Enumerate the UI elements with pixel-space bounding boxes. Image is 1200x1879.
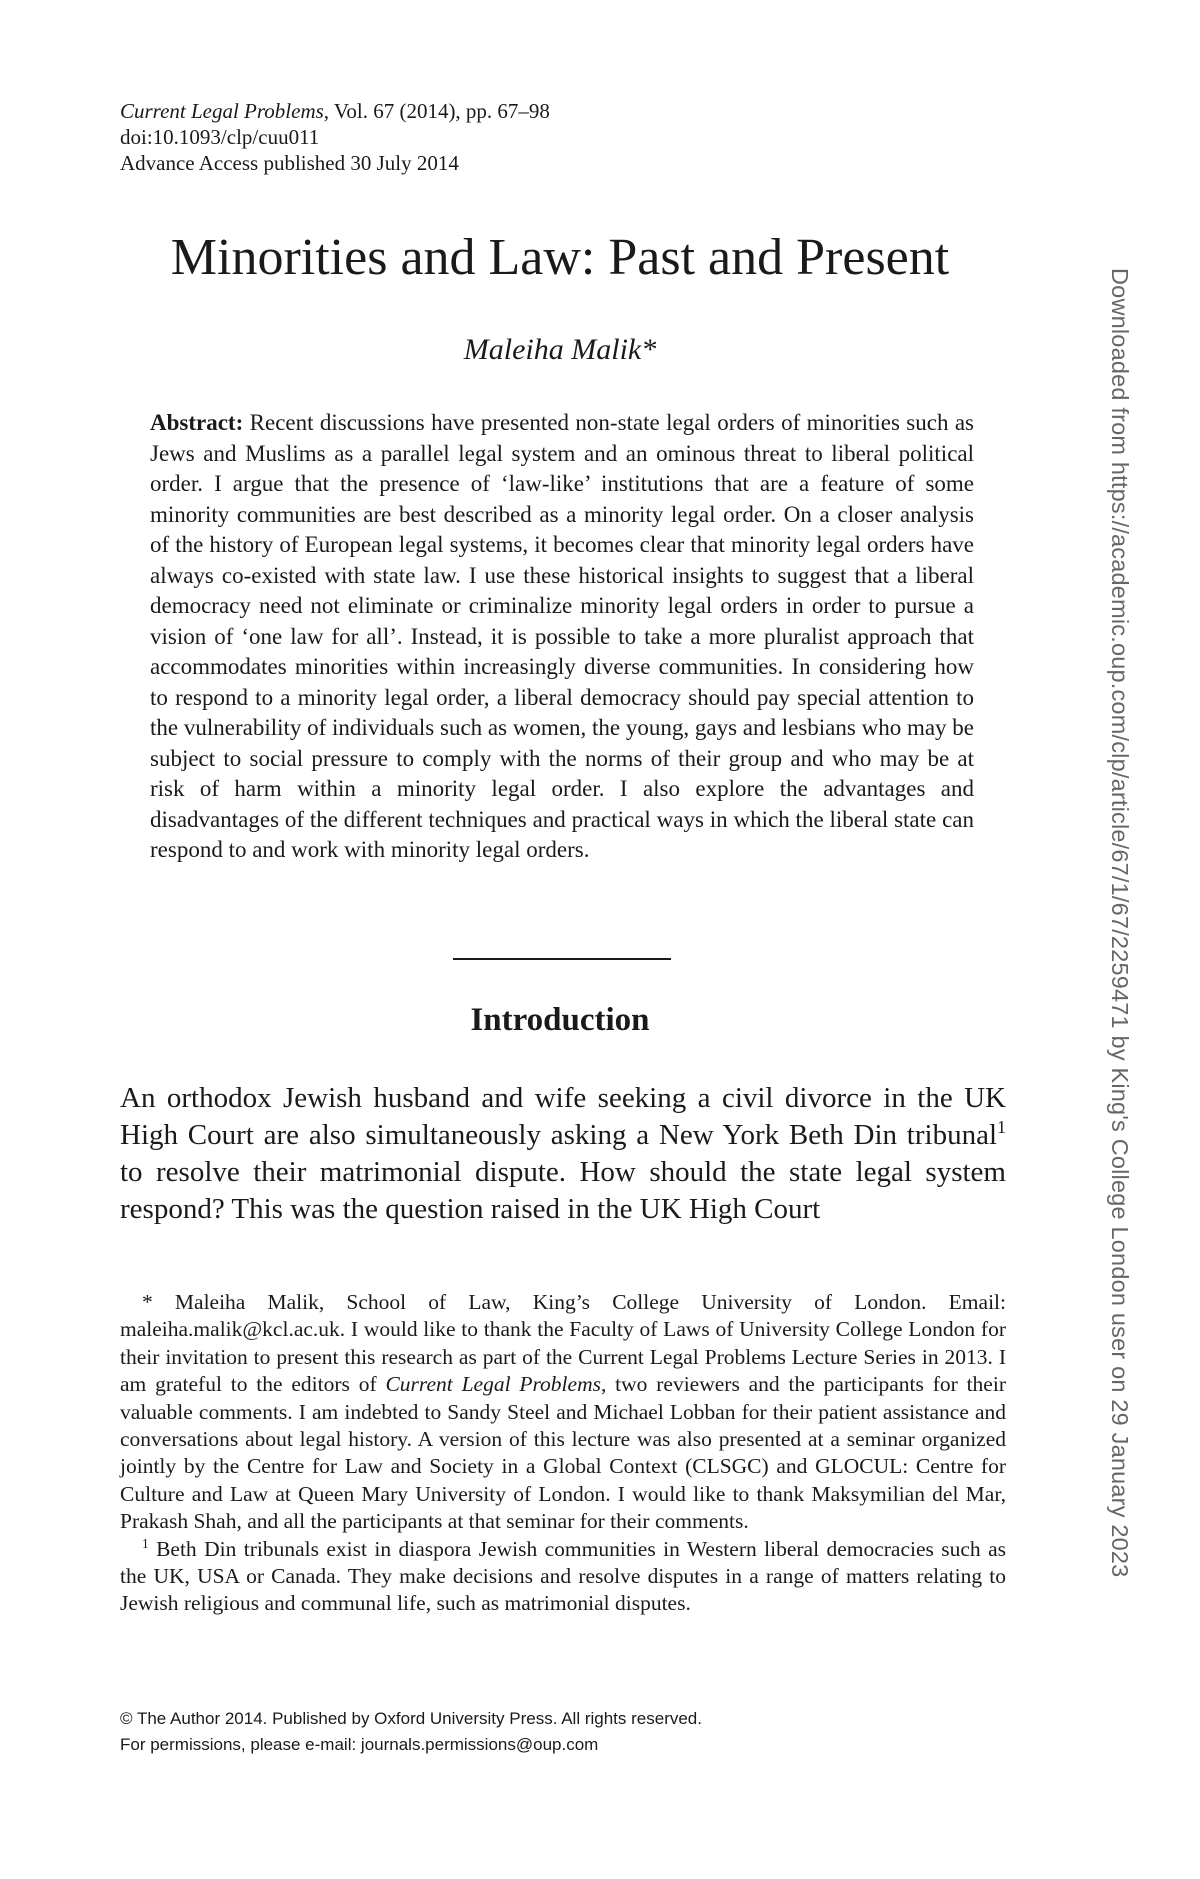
download-watermark: Downloaded from https://academic.oup.com/clp/article/67/1/67/2259471 by King's College London user on 29 January 2023 xyxy=(1107,268,1133,1578)
introduction-heading: Introduction xyxy=(470,1002,650,1038)
doi: doi:10.1093/clp/cuu011 xyxy=(120,125,320,149)
footnote-ref-1[interactable]: 1 xyxy=(997,1117,1006,1138)
journal-citation xyxy=(120,98,550,176)
author-note-part1: * Maleiha Malik, School of Law, King’s College University of London. Email: maleiha.malik@kcl.ac.uk. I would like to thank the Faculty of Laws of University College London for their invitation to present this research as part of the Current Legal Problems Lecture Series in 2013. I am grateful to the editors of xyxy=(120,1290,1006,1397)
access-date: Advance Access published 30 July 2014 xyxy=(120,151,459,175)
copyright-line: © The Author 2014. Published by Oxford University Press. All rights reserved. xyxy=(120,1709,702,1728)
intro-text-end: to resolve their matrimonial dispute. How should the state legal system respond? This was the question raised in the UK High Court xyxy=(120,1156,1006,1225)
footnote-1-text: Beth Din tribunals exist in diaspora Jewish communities in Western liberal democracies such as the UK, USA or Canada. They make decisions and resolve disputes in a range of matters relating to Jewish religious and communal life, such as matrimonial disputes. xyxy=(120,1536,1006,1616)
abstract-text: Recent discussions have presented non-state legal orders of minorities such as Jews and Muslims as a parallel legal system and an ominous threat to liberal political order. I argue that the presence of ‘law-like’ institutions that are a feature of some minority communities are best described as a minority legal order. On a closer analysis of the history of European legal systems, it becomes clear that minority legal orders have always co-existed with state law. I use these historical insights to suggest that a liberal democracy need not eliminate or criminalize minority legal orders in order to pursue a vision of ‘one law for all’. Instead, it is possible to take a more pluralist approach that accommodates minorities within increasingly diverse communities. In considering how to respond to a minority legal order, a liberal democracy should pay special attention to the vulnerability of individuals such as women, the young, gays and lesbians who may be subject to social pressure to comply with the norms of their group and who may be at risk of harm within a minority legal order. I also explore the advantages and disadvantages of the different techniques and practical ways in which the liberal state can respond to and work with minority legal orders. xyxy=(150,410,975,862)
journal-name: Current Legal Problems xyxy=(120,99,324,123)
author-name: Maleiha Malik* xyxy=(463,333,657,366)
footnotes xyxy=(120,1289,1006,1618)
intro-text-start: An orthodox Jewish husband and wife seeking a civil divorce in the UK High Court are also simultaneously asking a New York Beth Din tribunal xyxy=(120,1082,1006,1151)
section-divider xyxy=(453,958,671,960)
copyright-notice xyxy=(120,1706,702,1758)
author-footnote xyxy=(120,1289,1006,1536)
permissions-line: For permissions, please e-mail: journals.permissions@oup.com xyxy=(120,1735,599,1754)
author-note-part2: , two reviewers and the participants for their valuable comments. I am indebted to Sandy Steel and Michael Lobban for their patient assistance and conversations about legal history. A version of this lecture was also presented at a seminar organized jointly by the Centre for Law and Society in a Global Context (CLSGC) and GLOCUL: Centre for Culture and Law at Queen Mary University of London. I would like to thank Maksymilian del Mar, Prakash Shah, and all the participants at that seminar for their comments. xyxy=(120,1372,1006,1534)
journal-volume-line xyxy=(120,98,550,124)
abstract xyxy=(150,408,974,866)
abstract-label: Abstract: xyxy=(150,410,244,435)
footnote-1-marker: 1 xyxy=(142,1535,149,1551)
footnote-1 xyxy=(120,1536,1006,1618)
volume-info: , Vol. 67 (2014), pp. 67–98 xyxy=(323,99,550,123)
article-title: Minorities and Law: Past and Present xyxy=(170,229,950,286)
introduction-paragraph xyxy=(120,1080,1006,1228)
author-note-journal: Current Legal Problems xyxy=(385,1372,601,1397)
